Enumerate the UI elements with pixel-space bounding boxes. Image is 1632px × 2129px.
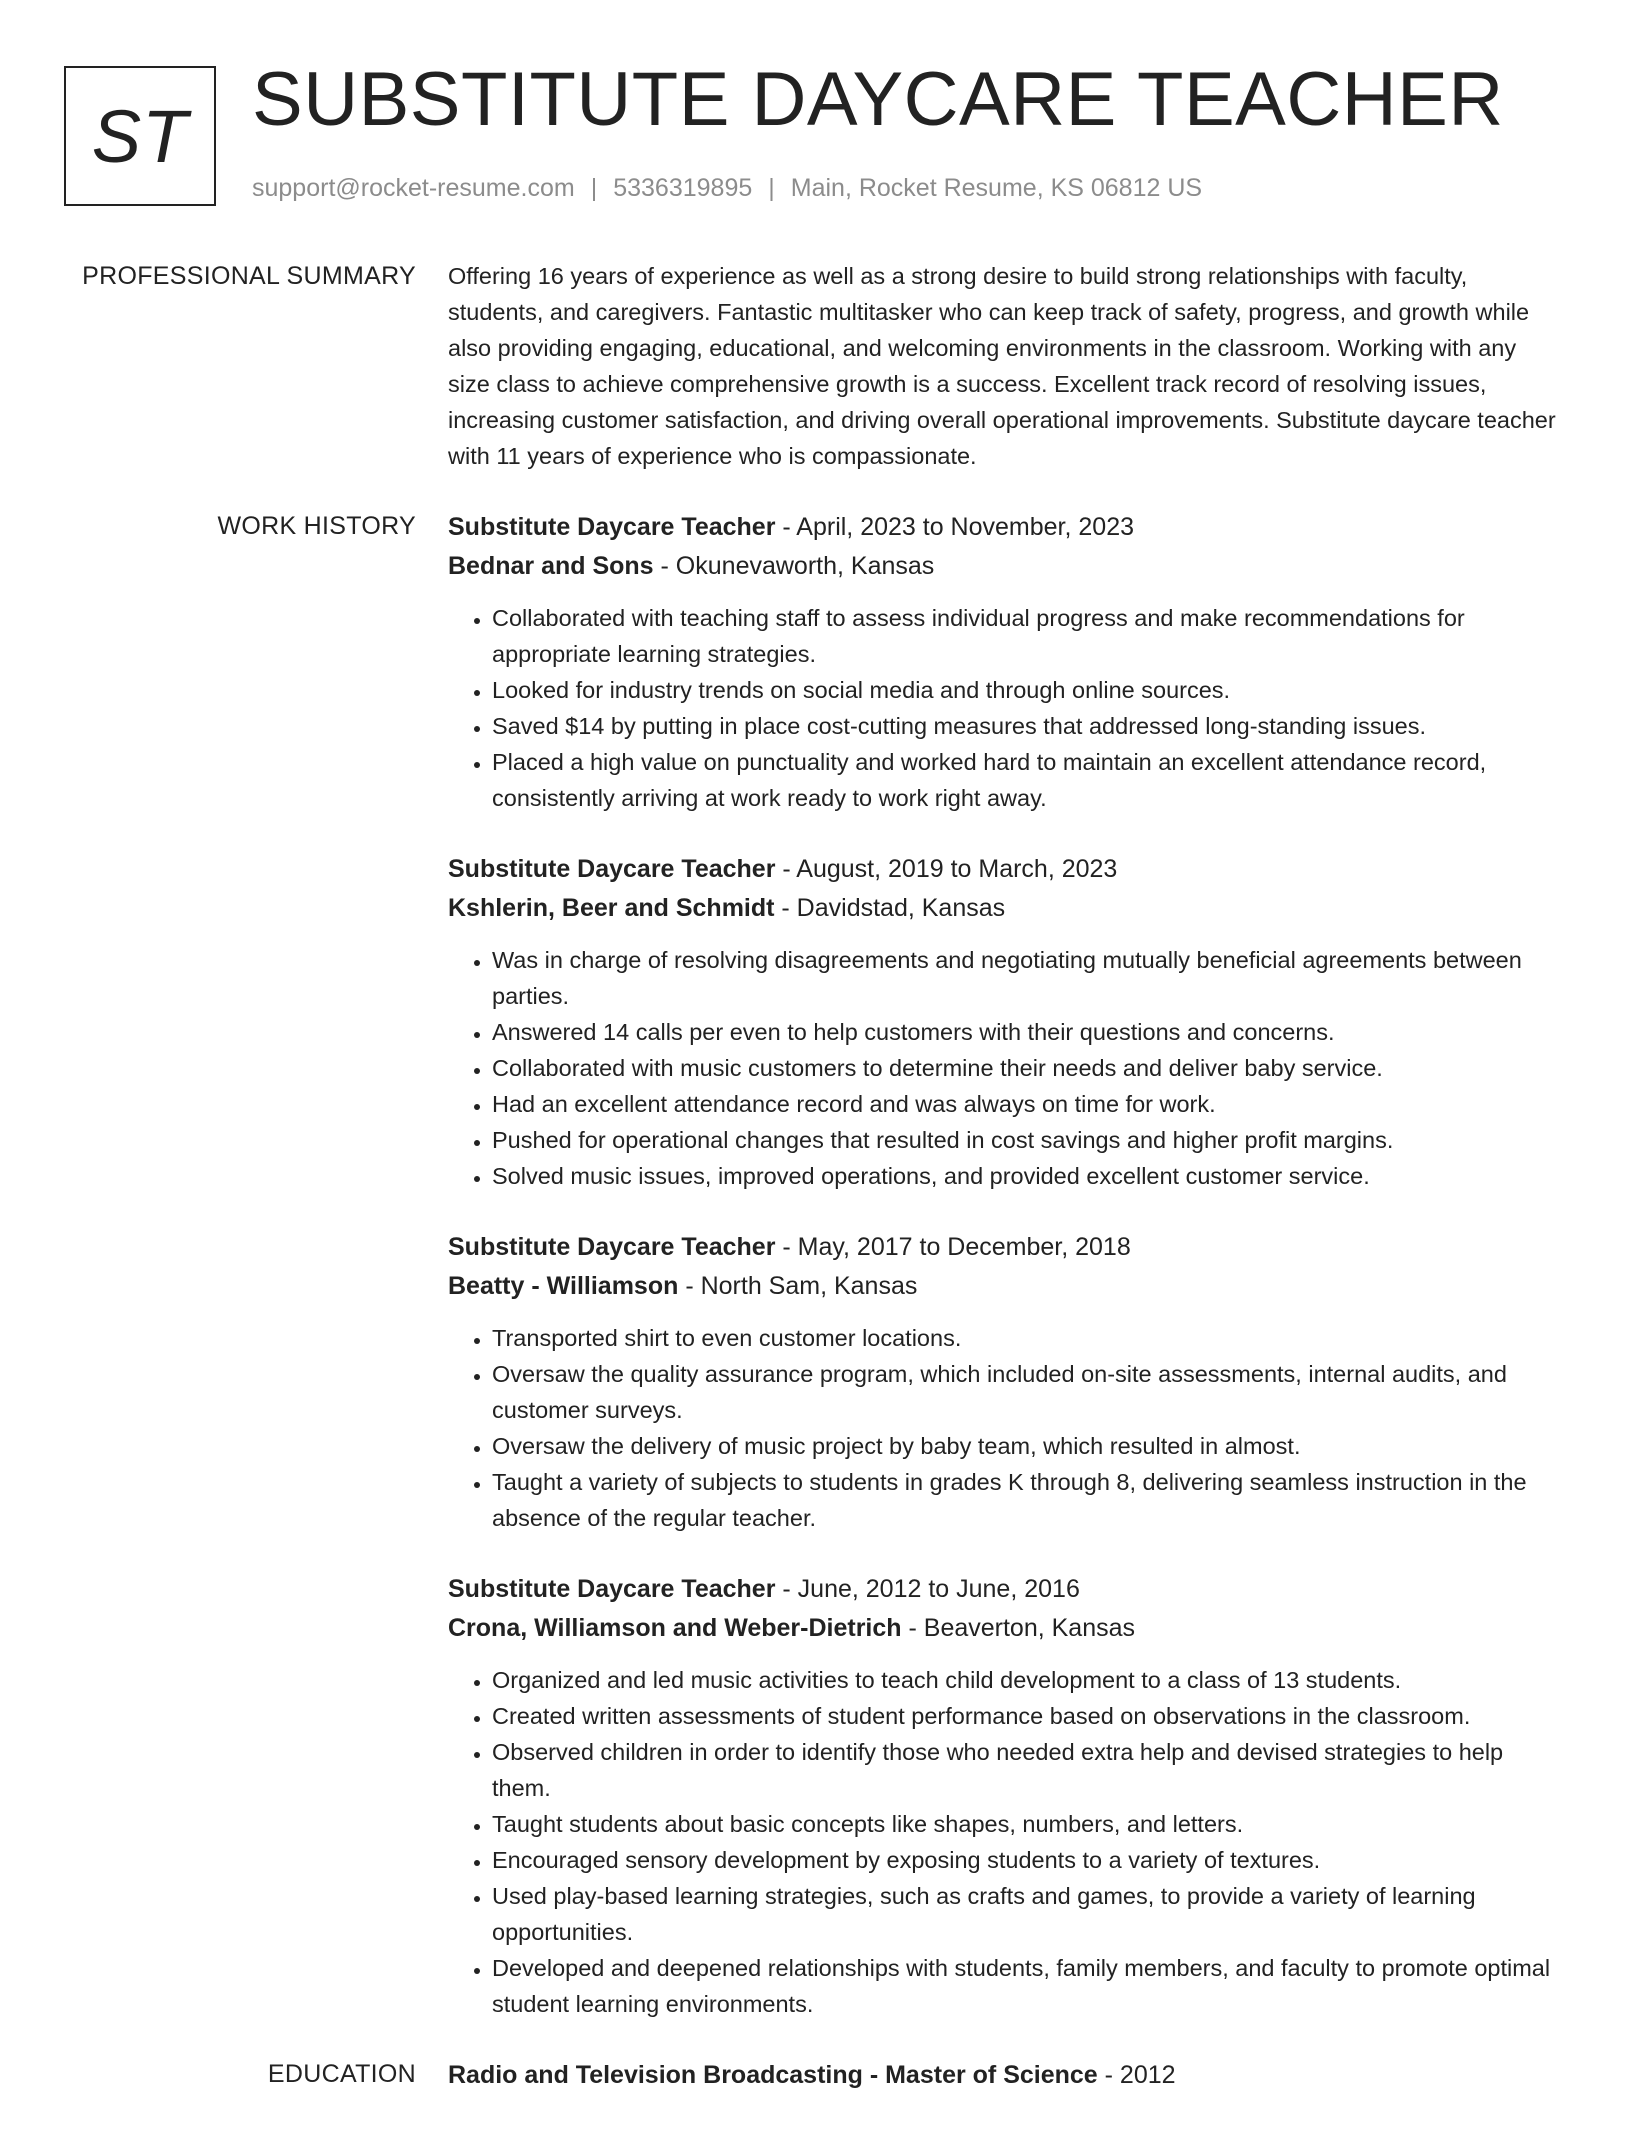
- job-title-line: [448, 1228, 1564, 1267]
- work-history-label: WORK HISTORY: [217, 512, 416, 540]
- contact-line: [252, 174, 1202, 203]
- job-entry: [448, 850, 1564, 1194]
- monogram-initials: ST: [91, 94, 189, 178]
- job-dates: - May, 2017 to December, 2018: [775, 1233, 1131, 1261]
- contact-phone: 5336319895: [613, 174, 753, 202]
- job-bullet: • Used play-based learning strategies, such as crafts and games, to provide a variety of learning opportunities.: [492, 1878, 1564, 1950]
- contact-separator: |: [768, 174, 775, 202]
- work-history-body: [448, 508, 1564, 2022]
- job-bullet: • Solved music issues, improved operations, and provided excellent customer service.: [492, 1158, 1564, 1194]
- job-company: Bednar and Sons: [448, 552, 654, 580]
- education-body: [448, 2056, 1564, 2095]
- education-degree: Radio and Television Broadcasting - Master of Science: [448, 2061, 1098, 2089]
- job-title-line: [448, 508, 1564, 547]
- job-company-line: [448, 1267, 1564, 1306]
- job-company-line: [448, 889, 1564, 928]
- job-company: Kshlerin, Beer and Schmidt: [448, 894, 775, 922]
- job-location: - North Sam, Kansas: [678, 1272, 918, 1300]
- job-bullet: • Observed children in order to identify those who needed extra help and devised strategies to help them.: [492, 1734, 1564, 1806]
- job-bullet: • Created written assessments of student performance based on observations in the classroom.: [492, 1698, 1564, 1734]
- summary-section: [0, 258, 1632, 474]
- job-dates: - April, 2023 to November, 2023: [775, 513, 1134, 541]
- job-bullet: • Taught a variety of subjects to students in grades K through 8, delivering seamless instruction in the absence of the regular teacher.: [492, 1464, 1564, 1536]
- job-company-line: [448, 1609, 1564, 1648]
- job-bullet: • Answered 14 calls per even to help customers with their questions and concerns.: [492, 1014, 1564, 1050]
- job-company-line: [448, 547, 1564, 586]
- job-company: Beatty - Williamson: [448, 1272, 679, 1300]
- job-company: Crona, Williamson and Weber-Dietrich: [448, 1614, 902, 1642]
- job-bullet: • Collaborated with music customers to determine their needs and deliver baby service.: [492, 1050, 1564, 1086]
- job-title: Substitute Daycare Teacher: [448, 513, 776, 541]
- resume-title: SUBSTITUTE DAYCARE TEACHER: [252, 57, 1504, 142]
- job-bullet: • Taught students about basic concepts like shapes, numbers, and letters.: [492, 1806, 1564, 1842]
- job-bullet: • Encouraged sensory development by exposing students to a variety of textures.: [492, 1842, 1564, 1878]
- contact-address: Main, Rocket Resume, KS 06812 US: [790, 174, 1203, 202]
- job-location: - Okunevaworth, Kansas: [653, 552, 935, 580]
- job-entry: [448, 508, 1564, 816]
- job-title: Substitute Daycare Teacher: [448, 855, 776, 883]
- job-bullet: • Looked for industry trends on social media and through online sources.: [492, 672, 1564, 708]
- job-dates: - June, 2012 to June, 2016: [775, 1575, 1080, 1603]
- job-bullet: • Collaborated with teaching staff to assess individual progress and make recommendations for appropriate learning strategies.: [492, 600, 1564, 672]
- job-bullets: [448, 600, 1564, 816]
- job-title: Substitute Daycare Teacher: [448, 1575, 776, 1603]
- job-entry: [448, 1570, 1564, 2022]
- work-history-section: [0, 508, 1632, 2022]
- job-bullet: • Organized and led music activities to teach child development to a class of 13 students.: [492, 1662, 1564, 1698]
- job-bullet: • Was in charge of resolving disagreements and negotiating mutually beneficial agreements between parties.: [492, 942, 1564, 1014]
- job-bullet: • Transported shirt to even customer locations.: [492, 1320, 1564, 1356]
- job-bullet: • Saved $14 by putting in place cost-cutting measures that addressed long-standing issues.: [492, 708, 1564, 744]
- education-degree-line: [448, 2056, 1564, 2095]
- job-bullet: • Pushed for operational changes that resulted in cost savings and higher profit margins.: [492, 1122, 1564, 1158]
- job-bullets: [448, 1320, 1564, 1536]
- job-entry: [448, 1228, 1564, 1536]
- job-bullet: • Oversaw the quality assurance program, which included on-site assessments, internal audits, and customer surveys.: [492, 1356, 1564, 1428]
- job-bullet: • Placed a high value on punctuality and worked hard to maintain an excellent attendance record, consistently arriving at work ready to work right away.: [492, 744, 1564, 816]
- job-bullet: • Developed and deepened relationships with students, family members, and faculty to promote optimal student learning environments.: [492, 1950, 1564, 2022]
- contact-separator: |: [590, 174, 598, 202]
- job-title-line: [448, 1570, 1564, 1609]
- contact-email: support@rocket-resume.com: [252, 174, 575, 202]
- job-bullets: [448, 1662, 1564, 2022]
- job-dates: - August, 2019 to March, 2023: [775, 855, 1118, 883]
- education-year: - 2012: [1097, 2061, 1176, 2089]
- job-title-line: [448, 850, 1564, 889]
- education-section: [0, 2056, 1632, 2095]
- job-bullet: • Oversaw the delivery of music project by baby team, which resulted in almost.: [492, 1428, 1564, 1464]
- job-bullet: • Had an excellent attendance record and was always on time for work.: [492, 1086, 1564, 1122]
- job-location: - Davidstad, Kansas: [774, 894, 1006, 922]
- summary-label: PROFESSIONAL SUMMARY: [82, 262, 416, 290]
- job-bullets: [448, 942, 1564, 1194]
- summary-text: Offering 16 years of experience as well as a strong desire to build strong relationships with faculty, students, and caregivers. Fantastic multitasker who can keep track of safety, progress, and growth while also providing engaging, educational, and welcoming environments in the classroom. Working with any size class to achieve comprehensive growth is a success. Excellent track record of resolving issues, increasing customer satisfaction, and driving overall operational improvements. Substitute daycare teacher with 11 years of experience who is compassionate.: [448, 263, 1556, 469]
- job-location: - Beaverton, Kansas: [901, 1614, 1136, 1642]
- summary-body: [448, 258, 1564, 474]
- job-title: Substitute Daycare Teacher: [448, 1233, 776, 1261]
- education-label: EDUCATION: [267, 2060, 416, 2088]
- monogram-box: [64, 66, 216, 206]
- resume-content: [0, 258, 1632, 2129]
